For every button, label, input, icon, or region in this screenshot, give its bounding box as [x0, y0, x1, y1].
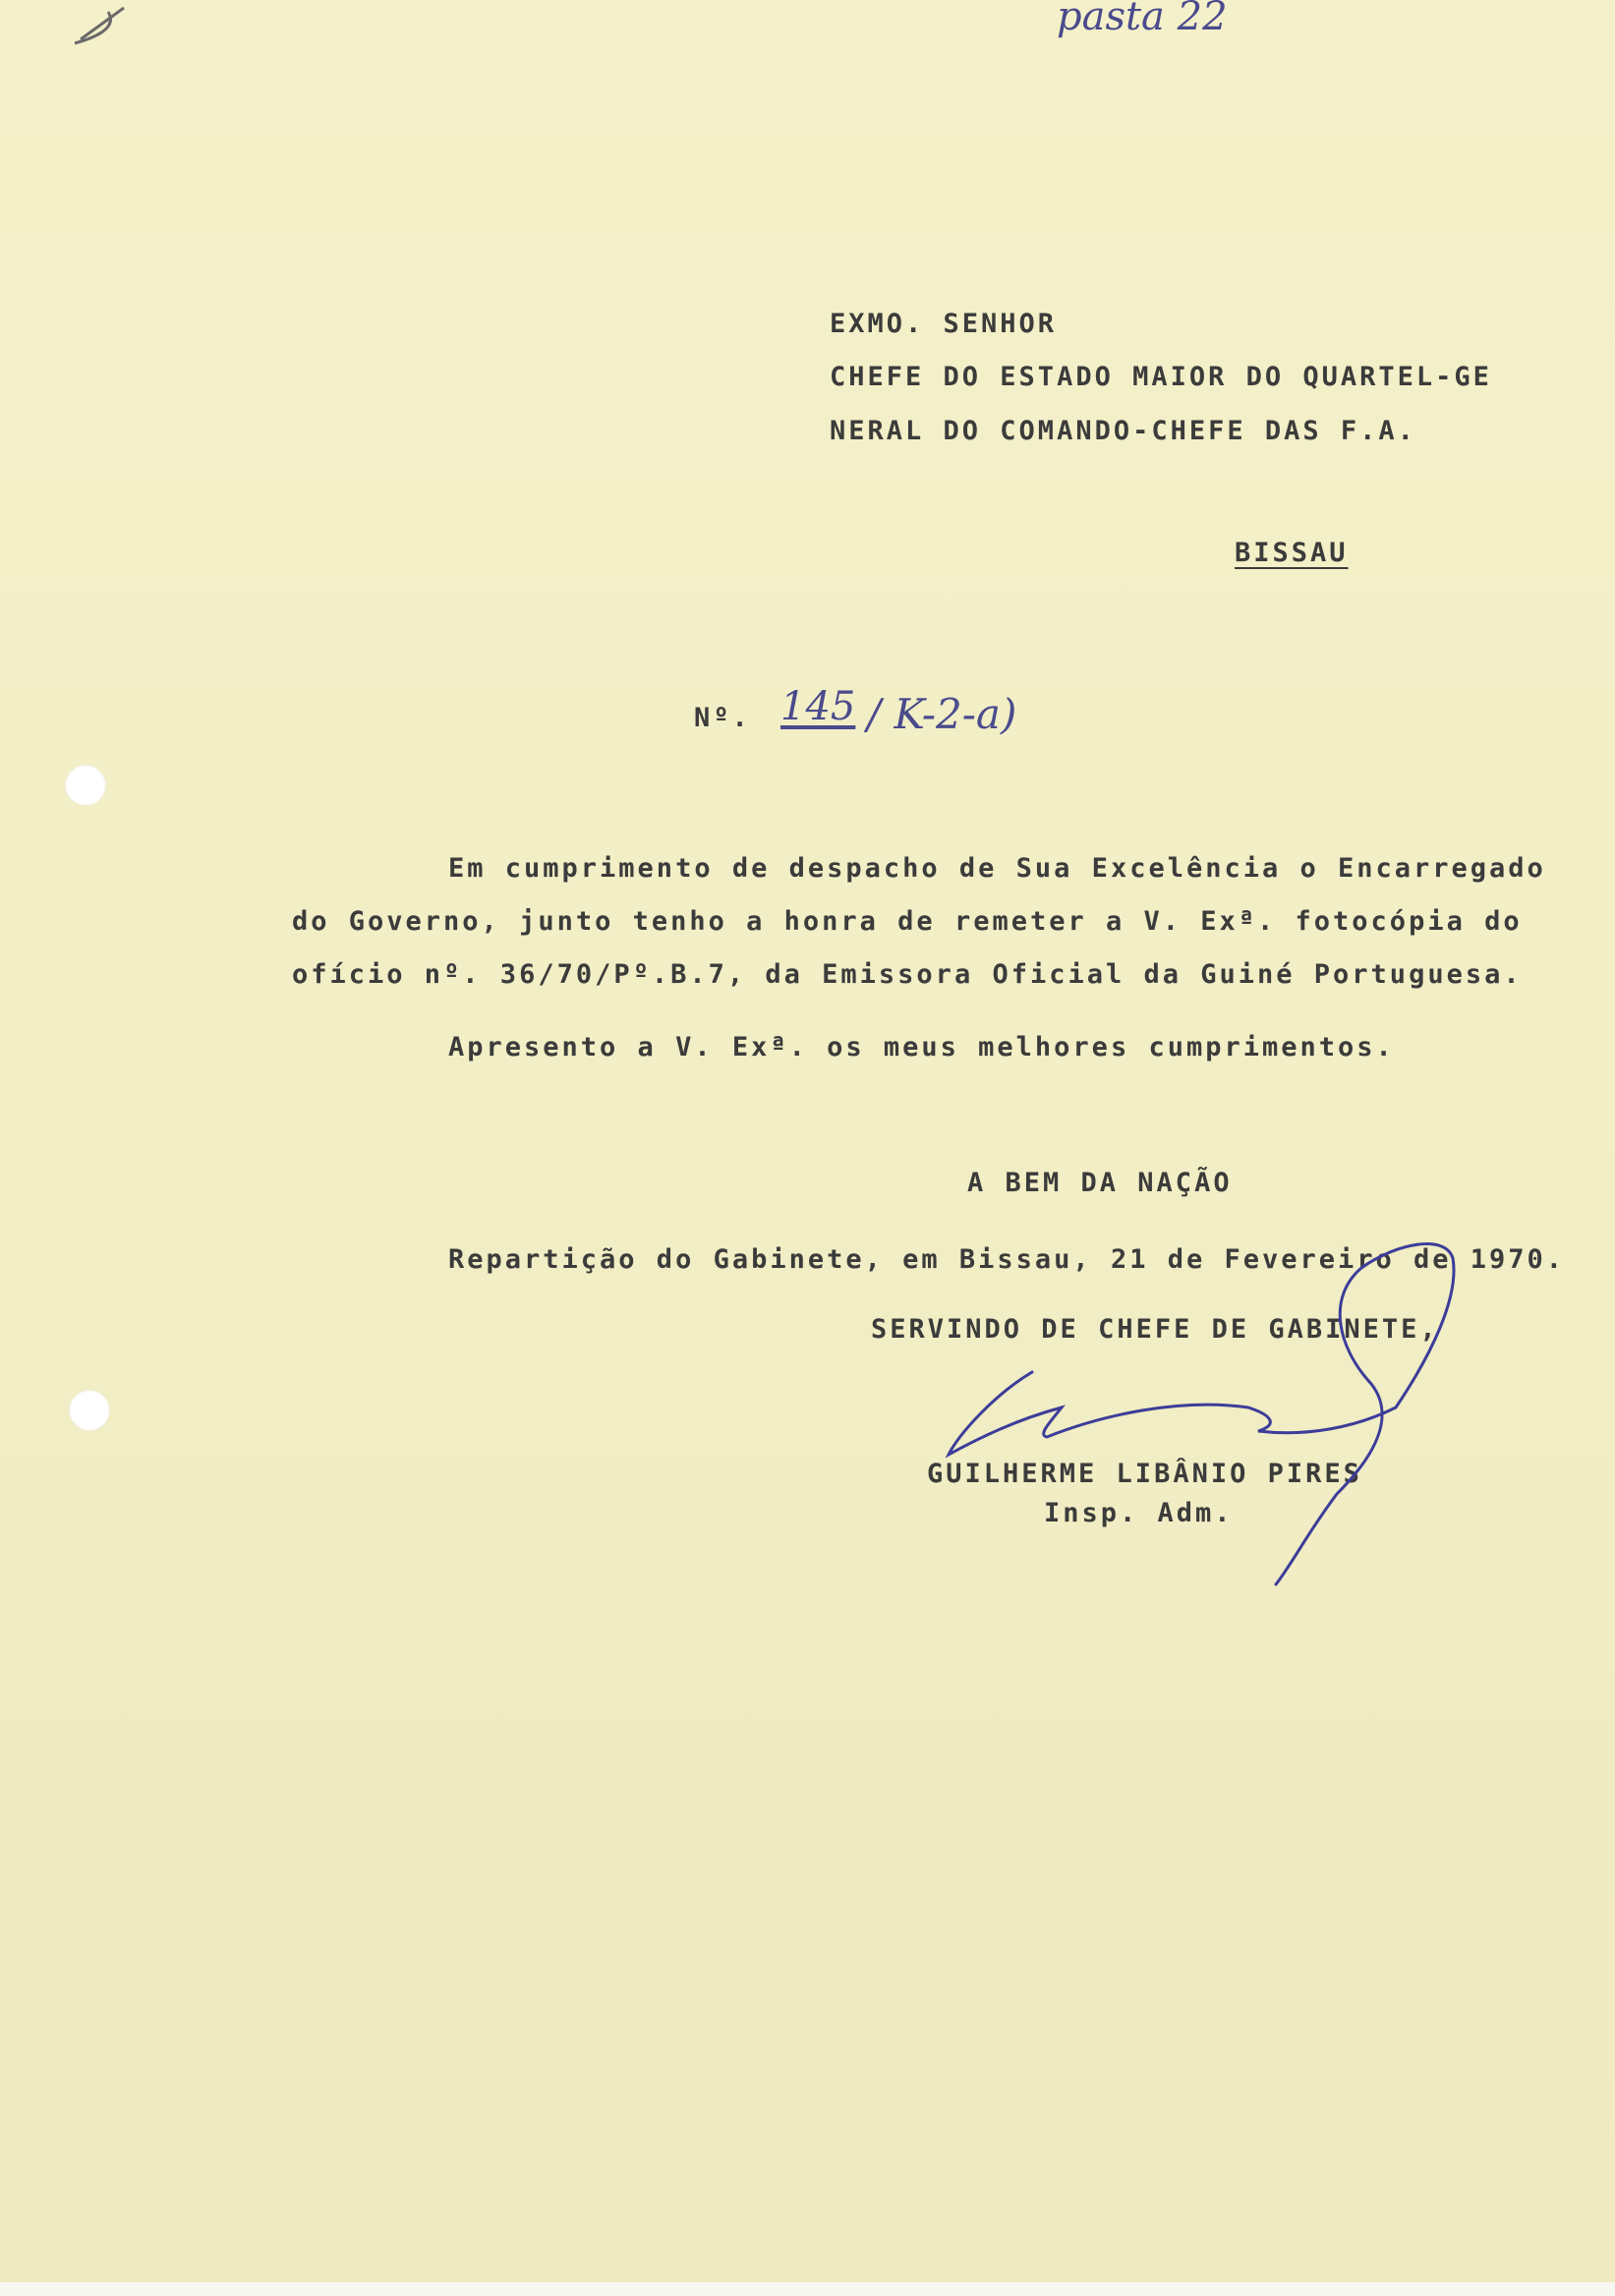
addressee-line-2: CHEFE DO ESTADO MAIOR DO QUARTEL-GE	[830, 362, 1492, 392]
body-para1-line1: Em cumprimento de despacho de Sua Excelência o Encarregado	[448, 853, 1546, 884]
body-para1-line2: do Governo, junto tenho a honra de remeter a V. Exª. fotocópia do	[292, 906, 1523, 937]
addressee-city: BISSAU	[1235, 538, 1349, 568]
punch-hole-bottom	[69, 1390, 110, 1431]
handwritten-folder-note: pasta 22	[1057, 0, 1228, 39]
closing-salutation: A BEM DA NAÇÃO	[967, 1168, 1233, 1198]
body-para2: Apresento a V. Exª. os meus melhores cumprimentos.	[448, 1032, 1395, 1062]
reference-code: / K-2-a)	[867, 690, 1017, 738]
signatory-role: SERVINDO DE CHEFE DE GABINETE,	[871, 1314, 1439, 1345]
signatory-name: GUILHERME LIBÂNIO PIRES	[927, 1459, 1362, 1489]
addressee-line-3: NERAL DO COMANDO-CHEFE DAS F.A.	[830, 416, 1416, 446]
signatory-title: Insp. Adm.	[1044, 1498, 1234, 1528]
page-bottom-edge	[0, 2282, 1615, 2296]
addressee-line-1: EXMO. SENHOR	[830, 309, 1058, 339]
reference-prefix: Nº.	[694, 703, 751, 733]
body-para1-line3: ofício nº. 36/70/Pº.B.7, da Emissora Oficial da Guiné Portuguesa.	[292, 959, 1523, 990]
punch-hole-top	[65, 765, 106, 806]
closing-place-date: Repartição do Gabinete, em Bissau, 21 de Fevereiro de 1970.	[448, 1244, 1566, 1275]
reference-number: 145	[780, 684, 856, 729]
